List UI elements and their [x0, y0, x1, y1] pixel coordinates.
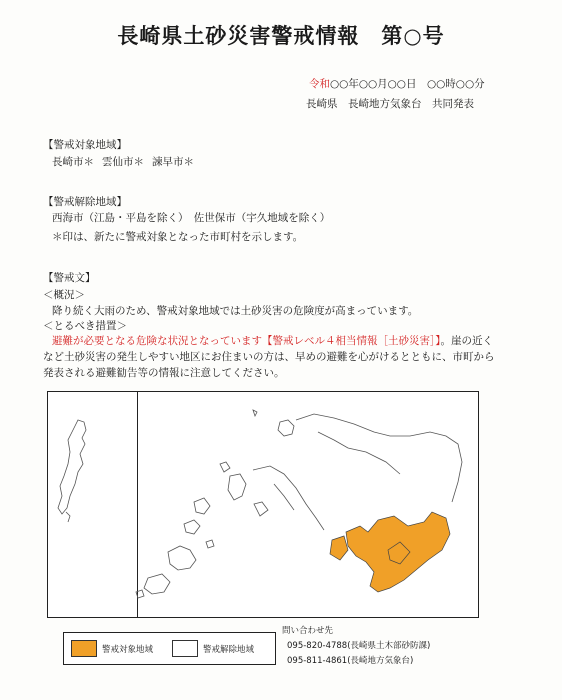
iki-island: [278, 420, 294, 436]
contact-heading: 問い合わせ先: [282, 626, 334, 636]
action-line-3: 発表される避難勧告等の情報に注意してください。: [43, 367, 285, 379]
contact-line-1: 095-820-4788(長崎県土木部砂防課): [287, 641, 431, 651]
warning-areas-list: [52, 154, 194, 170]
warning-area-item: 長崎市＊: [52, 156, 94, 168]
overview-label: ＜概況＞: [43, 289, 85, 301]
lifted-areas-list: 西海市（江島・平島を除く） 佐世保市（宇久地域を除く）: [52, 212, 331, 224]
issuer: 長崎県 長崎地方気象台 共同発表: [306, 98, 474, 110]
issue-time: ○○年○○月○○日 ○○時○○分: [330, 78, 485, 90]
evacuation-alert: 避難が必要となる危険な状況となっています【警戒レベル４相当情報［土砂災害］】: [52, 335, 441, 347]
issue-datetime: [309, 76, 485, 91]
new-area-note: ＊印は、新たに警戒対象となった市町村を示します。: [52, 231, 304, 243]
lifted-legend-label: 警戒解除地域: [203, 645, 255, 655]
hirado-island: [228, 474, 246, 500]
document-title: 長崎県土砂災害警戒情報 第○号: [117, 24, 445, 48]
warning-text-heading: 【警戒文】: [43, 272, 96, 284]
nagasaki-map: [48, 392, 478, 617]
lifted-areas-heading: 【警戒解除地域】: [43, 196, 127, 208]
goto-islands: [168, 546, 196, 570]
action-line-2: など土砂災害の発生しやすい地区にお住まいの方は、早めの避難を心がけるとともに、市町から: [43, 351, 495, 363]
lifted-swatch: [172, 640, 198, 657]
overview-text: 降り続く大雨のため、警戒対象地域では土砂災害の危険度が高まっています。: [52, 305, 419, 317]
warning-areas-heading: 【警戒対象地域】: [43, 139, 127, 151]
action-label: ＜とるべき措置＞: [43, 320, 127, 332]
action-line-1: 避難が必要となる危険な状況となっています【警戒レベル４相当情報［土砂災害］】。崖の近く: [52, 335, 493, 347]
saga-outline: [296, 414, 462, 502]
contact-line-2: 095-811-4861(長崎地方気象台): [287, 656, 414, 666]
warning-area-item: 雲仙市＊: [102, 156, 144, 168]
era-name: 令和: [309, 78, 330, 90]
warning-swatch: [71, 640, 97, 657]
tsushima-island: [58, 420, 86, 514]
map-legend: [63, 632, 276, 665]
warning-area-item: 諫早市＊: [152, 156, 194, 168]
warning-legend-label: 警戒対象地域: [102, 645, 154, 655]
